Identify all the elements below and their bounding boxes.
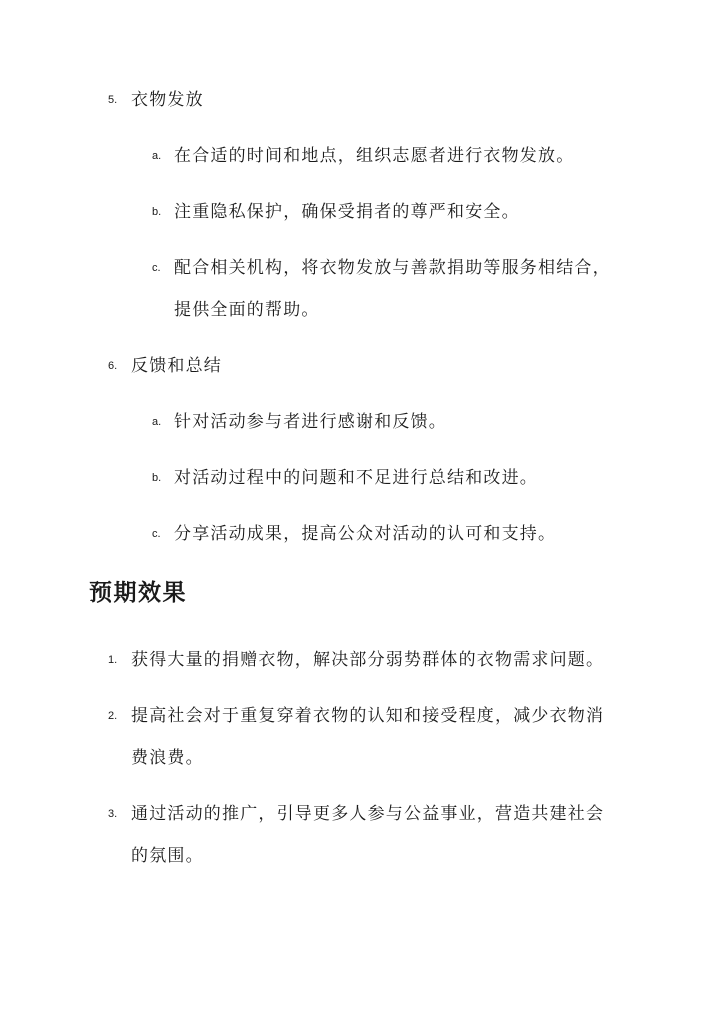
- list-marker: c.: [152, 528, 161, 540]
- subitem-text-continuation: 提供全面的帮助。: [174, 300, 320, 320]
- subitem-text: 在合适的时间和地点，组织志愿者进行衣物发放。: [174, 146, 575, 166]
- subitem-text: 注重隐私保护，确保受捐者的尊严和安全。: [174, 202, 520, 222]
- outcome-text: 获得大量的捐赠衣物，解决部分弱势群体的衣物需求问题。: [131, 650, 605, 670]
- subitem-text: 针对活动参与者进行感谢和反馈。: [174, 412, 447, 432]
- outcome-text-continuation: 的氛围。: [131, 846, 204, 866]
- subitem-text: 配合相关机构，将衣物发放与善款捐助等服务相结合，: [174, 258, 611, 278]
- list-marker: c.: [152, 262, 161, 274]
- list-marker: 3.: [108, 808, 118, 820]
- list-marker: 2.: [108, 710, 118, 722]
- list-marker: a.: [152, 416, 162, 428]
- list-marker: 6.: [108, 360, 118, 372]
- list-marker: a.: [152, 150, 162, 162]
- step-title: 反馈和总结: [131, 356, 222, 376]
- subitem-text: 分享活动成果，提高公众对活动的认可和支持。: [174, 524, 557, 544]
- outcome-text: 提高社会对于重复穿着衣物的认知和接受程度，减少衣物消: [131, 706, 605, 726]
- list-marker: 5.: [108, 94, 118, 106]
- step-title: 衣物发放: [131, 90, 204, 110]
- list-marker: b.: [152, 472, 162, 484]
- section-heading: 预期效果: [89, 580, 187, 606]
- list-marker: b.: [152, 206, 162, 218]
- subitem-text: 对活动过程中的问题和不足进行总结和改进。: [174, 468, 538, 488]
- list-marker: 1.: [108, 654, 118, 666]
- outcome-text-continuation: 费浪费。: [131, 748, 204, 768]
- outcome-text: 通过活动的推广，引导更多人参与公益事业，营造共建社会: [131, 804, 605, 824]
